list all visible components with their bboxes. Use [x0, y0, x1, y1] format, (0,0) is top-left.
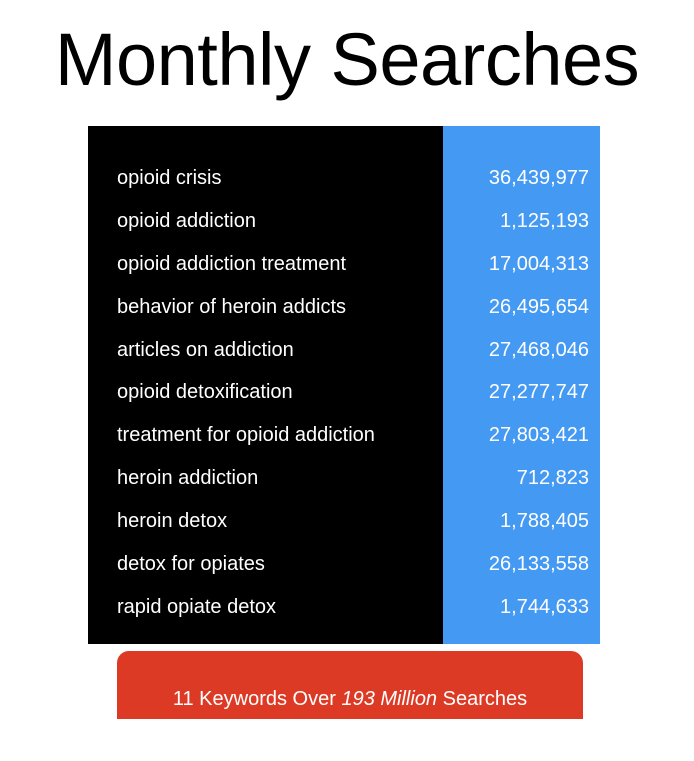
table-row [88, 506, 600, 549]
table-row [88, 377, 600, 420]
keyword-cell: detox for opiates [117, 553, 265, 576]
searches-cell: 17,004,313 [488, 252, 589, 275]
keyword-cell: rapid opiate detox [117, 595, 277, 618]
searches-cell: 26,495,654 [488, 295, 589, 318]
searches-cell: 26,133,558 [488, 553, 589, 576]
searches-cell: 1,788,405 [500, 510, 589, 533]
summary-banner [117, 651, 583, 719]
table-rows [88, 163, 600, 635]
table-row [88, 335, 600, 378]
keyword-cell: opioid addiction [117, 209, 256, 232]
searches-cell: 27,468,046 [488, 338, 589, 361]
searches-cell: 36,439,977 [488, 167, 589, 189]
table-row [88, 463, 600, 506]
table-row [88, 249, 600, 292]
keyword-cell: heroin addiction [117, 467, 259, 490]
summary-emphasis: 193 Million [341, 688, 438, 710]
keyword-cell: opioid crisis [117, 167, 222, 189]
searches-cell: 27,277,747 [488, 381, 589, 404]
table-row [88, 592, 600, 635]
summary-suffix: Searches [437, 688, 528, 710]
keyword-cell: heroin detox [117, 510, 228, 533]
searches-cell: 1,744,633 [500, 595, 589, 618]
keyword-cell: opioid addiction treatment [117, 252, 347, 275]
summary-prefix: 11 Keywords Over [172, 688, 342, 710]
table-row [88, 549, 600, 592]
table-row [88, 420, 600, 463]
keyword-cell: behavior of heroin addicts [117, 295, 347, 318]
searches-cell: 712,823 [516, 467, 589, 490]
searches-cell: 1,125,193 [500, 209, 589, 232]
page-title: Monthly Searches [54, 18, 640, 101]
keyword-cell: treatment for opioid addiction [117, 424, 375, 447]
keyword-cell: opioid detoxification [117, 381, 293, 404]
table-row [88, 163, 600, 206]
table-row [88, 206, 600, 249]
keyword-cell: articles on addiction [117, 338, 294, 361]
searches-table [88, 126, 600, 644]
summary-text [117, 688, 583, 711]
table-row [88, 292, 600, 335]
searches-cell: 27,803,421 [488, 424, 589, 447]
